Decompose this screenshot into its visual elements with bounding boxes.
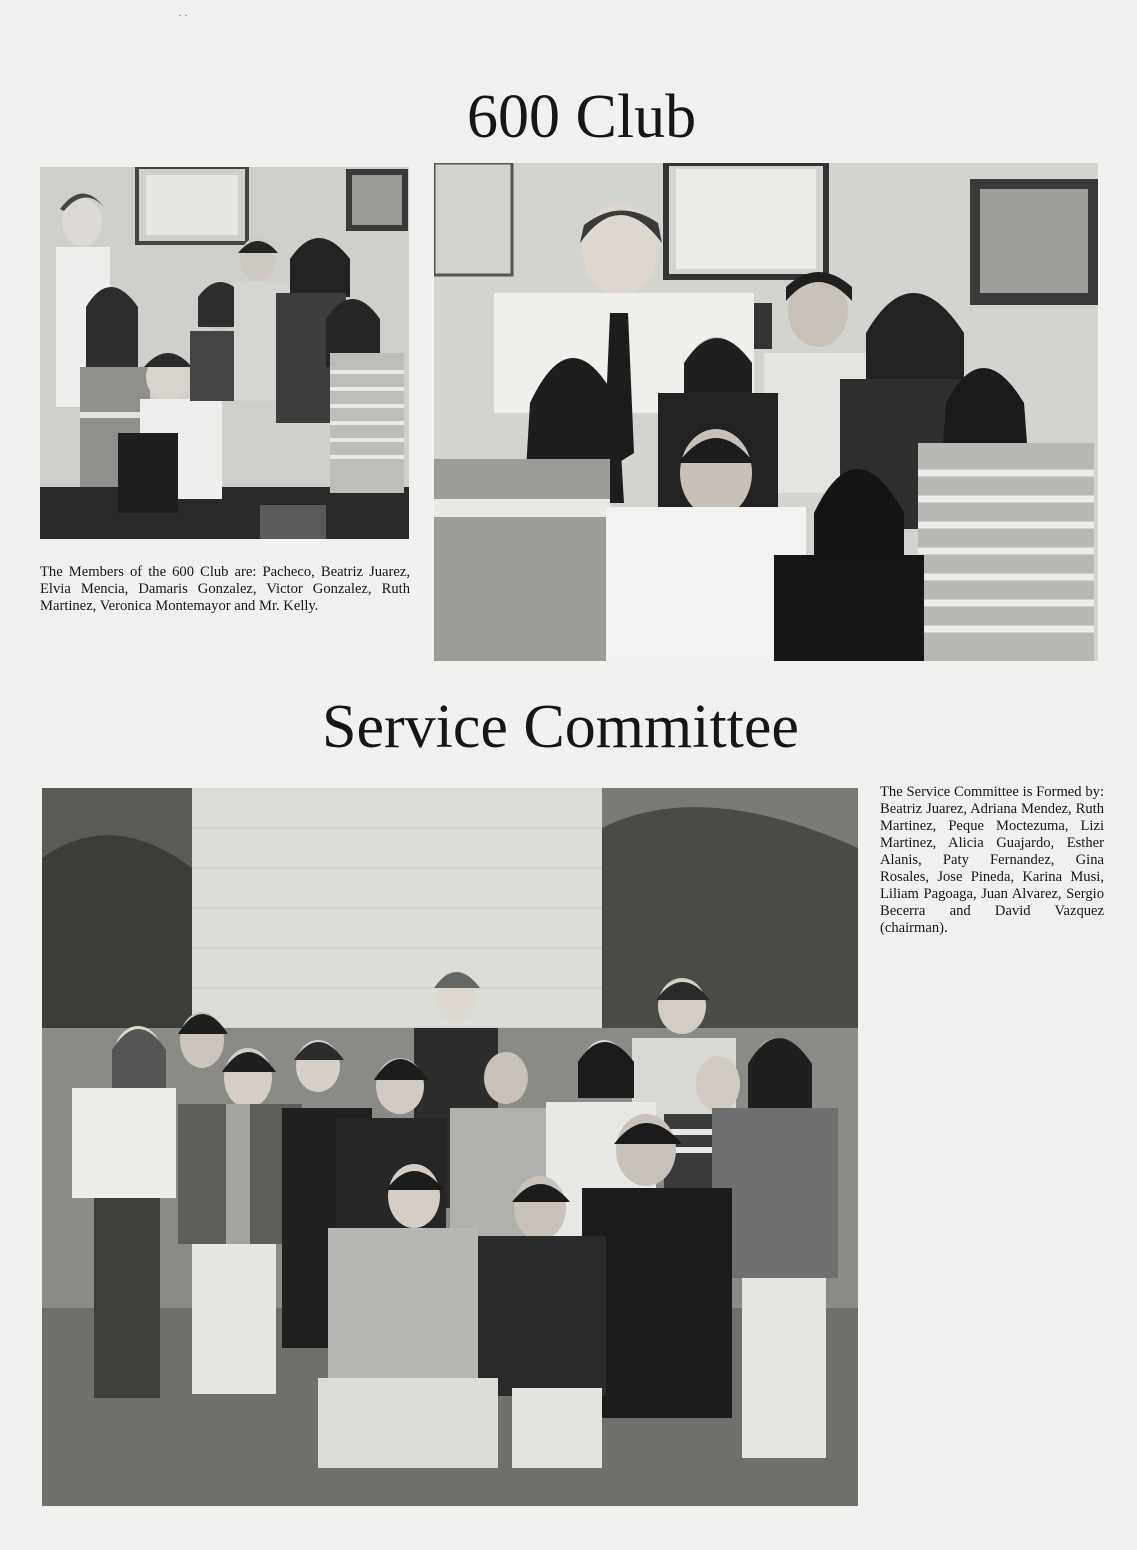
page-mark: · · [178,10,189,22]
service-committee-photo-image [42,788,858,1506]
club-caption: The Members of the 600 Club are: Pacheco, Beatriz Juarez, Elvia Mencia, Damaris Gonzalez, Victor Gonzalez, Ruth Martinez, Veronica Montemayor and Mr. Kelly. [40,564,410,614]
club-section-title: 600 Club [467,83,697,151]
club-group-photo [434,163,1098,661]
service-section-title: Service Committee [322,693,799,761]
club-candid-photo-image [40,167,409,539]
club-candid-photo [40,167,409,539]
club-group-photo-image [434,163,1098,661]
service-caption: The Service Committee is Formed by: Beatriz Juarez, Adriana Mendez, Ruth Martinez, Peque Moctezuma, Lizi Martinez, Alicia Guajardo, Esther Alanis, Paty Fernandez, Gina Rosales, Jose Pineda, Karina Musi, Liliam Pagoaga, Juan Alvarez, Sergio Becerra and David Vazquez (chairman). [880,784,1104,936]
service-committee-photo [42,788,858,1506]
